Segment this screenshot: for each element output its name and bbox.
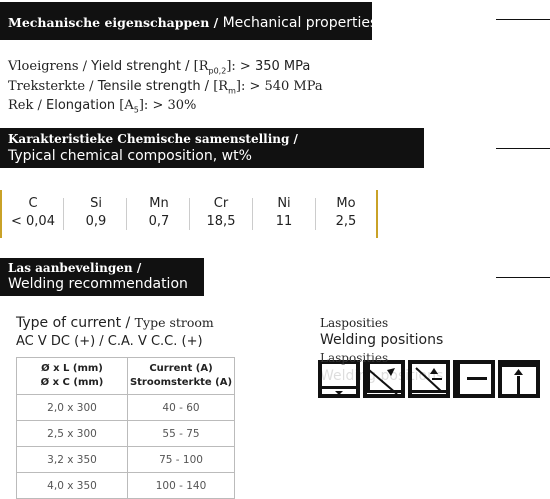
element-c: C < 0,04	[11, 196, 55, 229]
welding-heading-en: Welding recommendation	[8, 276, 188, 292]
tensile-strength: Treksterkte / Tensile strength / $[R_m]$: > 540 MPa	[8, 79, 323, 96]
positions-label-en: Welding positions	[320, 332, 444, 348]
welding-table	[16, 357, 235, 499]
column-separator	[189, 198, 190, 230]
current-header: Current (A) Stroomsterkte (A)	[128, 358, 235, 395]
right-accent-bar	[376, 190, 378, 238]
element-cr: Cr 18,5	[206, 196, 236, 229]
table-header-row	[17, 358, 235, 395]
mechanical-heading-en: Mechanical properties	[222, 15, 378, 31]
heading-rule	[496, 19, 550, 20]
table-row: 2,5 x 300 55 - 75	[17, 421, 235, 447]
mechanical-heading	[0, 2, 378, 40]
current-type-label: Type of current / Type stroom	[16, 315, 214, 331]
tensile-value: 540 MPa	[264, 79, 323, 94]
table-row: 2,0 x 300 40 - 60	[17, 395, 235, 421]
positions-label-nl: Lasposities	[320, 316, 389, 330]
welding-heading	[0, 258, 204, 296]
heading-rule	[496, 277, 550, 278]
elongation-value: 30%	[167, 98, 197, 113]
chemical-composition	[0, 190, 380, 238]
table-row: 4,0 x 350 100 - 140	[17, 473, 235, 499]
current-type-value: AC V DC (+) / C.A. V C.C. (+)	[16, 334, 203, 349]
column-separator	[252, 198, 253, 230]
yield-value: 350 MPa	[254, 59, 311, 74]
chemical-heading	[0, 128, 424, 168]
yield-strength: Vloeigrens / Yield strenght / $[R_{p0,2}]$: > 350 MPa	[8, 59, 311, 76]
elongation: Rek / Elongation $[A_5]$: > 30%	[8, 98, 197, 115]
column-separator	[126, 198, 127, 230]
mechanical-heading-nl: Mechanische eigenschappen /	[8, 15, 223, 30]
column-separator	[63, 198, 64, 230]
left-accent-bar	[0, 190, 2, 238]
heading-rule	[496, 148, 550, 149]
position-pe-icon	[498, 360, 540, 398]
element-mo: Mo 2,5	[335, 196, 357, 229]
chemical-heading-nl: Karakteristieke Chemische samenstelling /	[8, 132, 298, 146]
positions-label-nl-ghost: Lasposities	[320, 351, 389, 365]
position-pc-icon	[453, 360, 495, 398]
element-mn: Mn 0,7	[148, 196, 170, 229]
positions-label-en-ghost: Welding positions	[320, 368, 444, 384]
table-row: 3,2 x 350 75 - 100	[17, 447, 235, 473]
element-si: Si 0,9	[85, 196, 107, 229]
chemical-heading-en: Typical chemical composition, wt%	[8, 148, 252, 164]
welding-heading-nl: Las aanbevelingen /	[8, 261, 142, 275]
size-header: Ø x L (mm) Ø x C (mm)	[17, 358, 128, 395]
element-ni: Ni 11	[275, 196, 293, 229]
